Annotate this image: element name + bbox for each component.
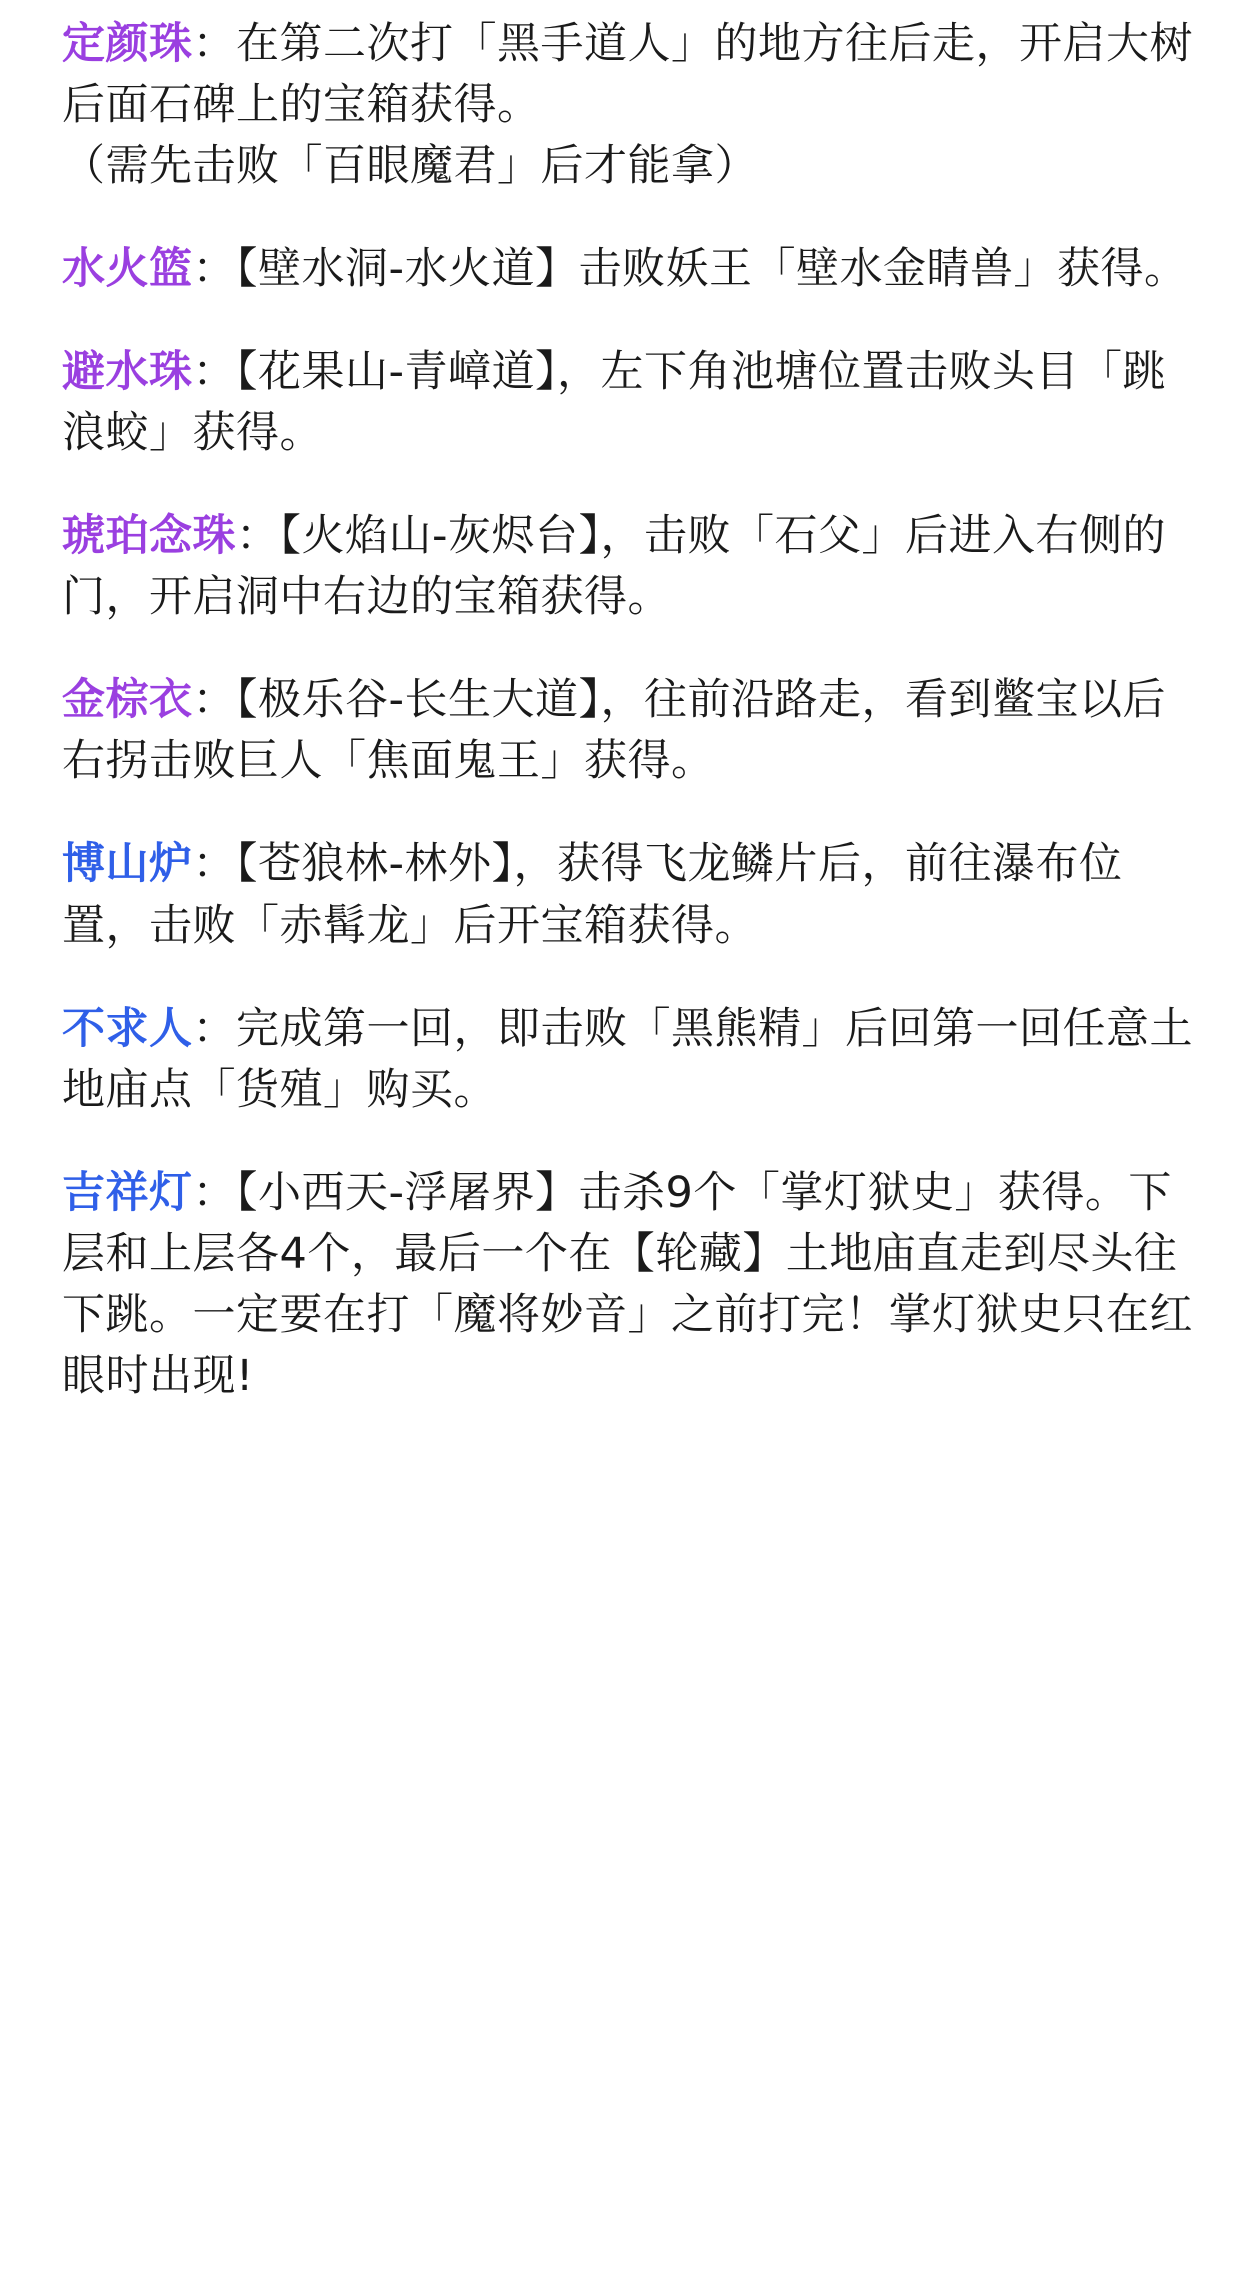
item-name: 定颜珠 xyxy=(62,19,193,69)
item-name: 避水珠 xyxy=(62,347,193,398)
guide-entry xyxy=(62,999,1198,1121)
guide-entry xyxy=(62,239,1198,300)
item-name: 金棕衣 xyxy=(62,675,193,726)
item-name: 水火篮 xyxy=(62,244,193,295)
entry-paragraph xyxy=(62,670,1198,792)
entry-paragraph xyxy=(62,239,1198,300)
entry-paragraph xyxy=(62,834,1198,956)
item-description: 【苍狼林-林外】，获得飞龙鳞片后，前往瀑布位置，击败「赤髯龙」后开宝箱获得。 xyxy=(62,839,1123,951)
item-name: 吉祥灯 xyxy=(62,1167,193,1218)
item-separator: ： xyxy=(192,347,236,398)
entry-paragraph xyxy=(62,506,1198,628)
item-separator: ： xyxy=(192,1003,236,1054)
entry-paragraph xyxy=(62,14,1198,136)
item-description: 【小西天-浮屠界】击杀9个「掌灯狱史」获得。下层和上层各4个，最后一个在【轮藏】土地庙直走到尽头往下跳。一定要在打「魔将妙音」之前打完！掌灯狱史只在红眼时出现! xyxy=(62,1167,1193,1401)
item-separator: ： xyxy=(236,511,280,562)
item-description: 【壁水洞-水火道】击败妖王「壁水金睛兽」获得。 xyxy=(236,244,1188,295)
guide-entry xyxy=(62,342,1198,464)
item-separator: ： xyxy=(192,1167,236,1218)
item-description: 【火焰山-灰烬台】，击败「石父」后进入右侧的门，开启洞中右边的宝箱获得。 xyxy=(62,511,1167,623)
entry-paragraph xyxy=(62,999,1198,1121)
item-separator: ： xyxy=(192,244,236,295)
item-separator: ： xyxy=(192,19,236,69)
guide-entry xyxy=(62,670,1198,792)
item-description: 完成第一回，即击败「黑熊精」后回第一回任意土地庙点「货殖」购买。 xyxy=(62,1003,1193,1115)
item-note: （需先击败「百眼魔君」后才能拿） xyxy=(62,141,758,192)
entry-paragraph xyxy=(62,342,1198,464)
guide-entry xyxy=(62,834,1198,956)
item-description: 【花果山-青嶂道】，左下角池塘位置击败头目「跳浪蛟」获得。 xyxy=(62,347,1167,459)
item-name: 不求人 xyxy=(62,1003,193,1054)
guide-entry xyxy=(62,14,1198,197)
entry-paragraph xyxy=(62,1163,1198,1407)
guide-entry xyxy=(62,506,1198,628)
item-name: 琥珀念珠 xyxy=(62,511,236,562)
item-description: 在第二次打「黑手道人」的地方往后走，开启大树后面石碑上的宝箱获得。 xyxy=(62,19,1193,131)
item-description: 【极乐谷-长生大道】，往前沿路走，看到鳖宝以后右拐击败巨人「焦面鬼王」获得。 xyxy=(62,675,1167,787)
item-separator: ： xyxy=(192,839,236,890)
guide-entry xyxy=(62,1163,1198,1407)
item-name: 博山炉 xyxy=(62,839,193,890)
item-separator: ： xyxy=(192,675,236,726)
